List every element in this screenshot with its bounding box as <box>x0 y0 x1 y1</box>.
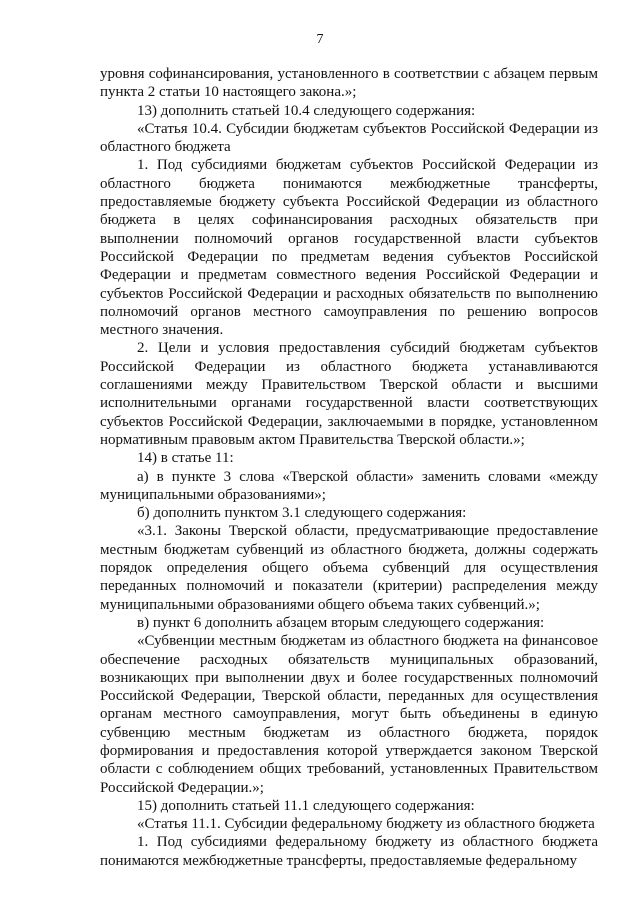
paragraph: «3.1. Законы Тверской области, предусматривающие предоставление местным бюджетам субвенций из областного бюджета, должны содержать порядок определения общего объема субвенций для осуществления переданных полномочий и показатели (критерии) распределения между муниципальными образованиями общего объема таких субвенций.»; <box>100 523 598 613</box>
paragraph: 15) дополнить статьей 11.1 следующего содержания: <box>137 797 475 814</box>
page-number: 7 <box>316 32 324 47</box>
paragraph: 13) дополнить статьей 10.4 следующего содержания: <box>137 102 476 119</box>
paragraph: б) дополнить пунктом 3.1 следующего содержания: <box>137 505 467 522</box>
paragraph: 2. Цели и условия предоставления субсидий бюджетам субъектов Российской Федерации из областного бюджета устанавливаются соглашениями между Правительством Тверской области и высшими исполнительными органами государственной власти соответствующих субъектов Российской Федерации, заключаемыми в порядке, установленном нормативным правовым актом Правительства Тверской области.»; <box>100 340 598 448</box>
paragraph: «Статья 10.4. Субсидии бюджетам субъектов Российской Федерации из областного бюджета <box>100 120 598 156</box>
paragraph: уровня софинансирования, установленного в соответствии с абзацем первым пункта 2 статьи 10 настоящего закона.»; <box>100 66 598 101</box>
paragraph: 1. Под субсидиями федеральному бюджету из областного бюджета понимаются межбюджетные трансферты, предоставляемые федеральному <box>100 834 598 869</box>
document-body <box>100 65 598 870</box>
paragraph: а) в пункте 3 слова «Тверской области» заменить словами «между муниципальными образованиями»; <box>100 468 598 503</box>
paragraph: 1. Под субсидиями бюджетам субъектов Российской Федерации из областного бюджета понимаются межбюджетные трансферты, предоставляемые бюджету субъекта Российской Федерации из областного бюджета в целях софинансирования расходных обязательств при выполнении полномочий органов государственной власти субъектов Российской Федерации по предметам ведения субъектов Российской Федерации и предметам совместного ведения Российской Федерации и субъектов Российской Федерации и расходных обязательств по выполнению полномочий органов местного самоуправления по решению вопросов местного значения. <box>100 157 598 339</box>
paragraph: «Субвенции местным бюджетам из областного бюджета на финансовое обеспечение расходных обязательств муниципальных образований, возникающих при выполнении двух и более государственных полномочий Российской Федерации, Тверской области, переданных для осуществления органам местного самоуправления, могут быть объединены в единую субвенцию местным бюджетам из областного бюджета, порядок формирования и предоставления которой утверждается законом Тверской области с соблюдением общих требований, установленных Правительством Российской Федерации.»; <box>100 633 598 796</box>
paragraph: «Статья 11.1. Субсидии федеральному бюджету из областного бюджета <box>137 816 595 833</box>
paragraph: в) пункт 6 дополнить абзацем вторым следующего содержания: <box>137 614 545 631</box>
paragraph: 14) в статье 11: <box>137 450 234 467</box>
